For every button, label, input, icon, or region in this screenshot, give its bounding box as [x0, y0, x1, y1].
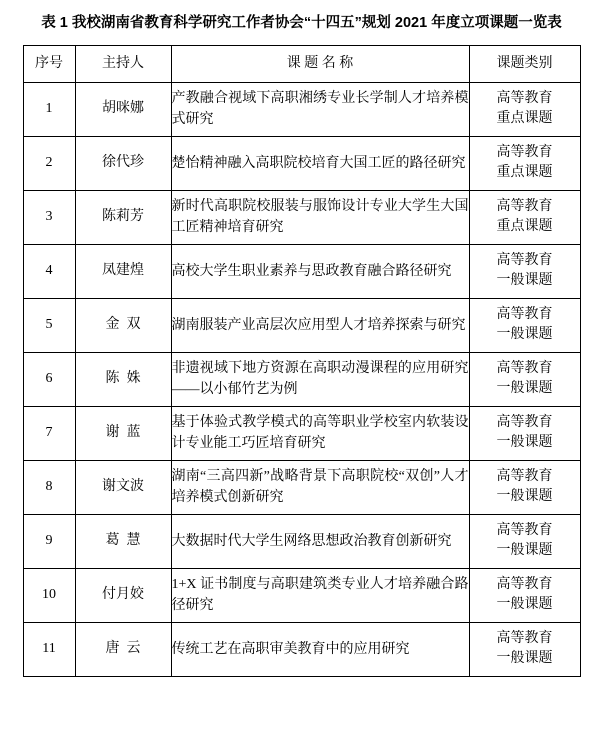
cell-no: 11 — [23, 622, 75, 676]
table-row — [23, 136, 580, 190]
cell-title-text: 大数据时代大学生网络思想政治教育创新研究 — [171, 533, 452, 549]
cell-host — [75, 568, 171, 622]
cell-no: 10 — [23, 568, 75, 622]
cell-title — [171, 298, 469, 352]
cell-host-text: 凤建煌 — [102, 263, 144, 279]
table-header-row — [23, 45, 580, 82]
cell-no: 7 — [23, 406, 75, 460]
cell-host — [75, 352, 171, 406]
cell-no: 4 — [23, 244, 75, 298]
table-row — [23, 622, 580, 676]
cell-type-line1: 高等教育 — [496, 415, 553, 431]
cell-title — [171, 568, 469, 622]
cell-type — [469, 514, 580, 568]
cell-no: 5 — [23, 298, 75, 352]
cell-type — [469, 622, 580, 676]
cell-host — [75, 460, 171, 514]
cell-host-text: 葛 慧 — [105, 533, 141, 549]
cell-title-text: 非遗视域下地方资源在高职动漫课程的应用研究——以小郁竹艺为例 — [171, 361, 469, 398]
cell-type-line2: 一般课题 — [496, 327, 553, 343]
cell-type — [469, 406, 580, 460]
cell-host — [75, 82, 171, 136]
table-header — [23, 45, 580, 82]
cell-no: 6 — [23, 352, 75, 406]
cell-type-line2: 一般课题 — [496, 543, 553, 559]
cell-host — [75, 244, 171, 298]
cell-no: 3 — [23, 190, 75, 244]
cell-type-line1: 高等教育 — [496, 631, 553, 647]
column-header-type — [469, 45, 580, 82]
cell-type-line2: 一般课题 — [496, 273, 553, 289]
cell-type-line1: 高等教育 — [496, 145, 553, 161]
cell-host-text: 徐代珍 — [102, 155, 144, 171]
cell-host — [75, 406, 171, 460]
cell-title — [171, 244, 469, 298]
cell-title — [171, 352, 469, 406]
cell-type-line2: 重点课题 — [496, 219, 553, 235]
page-title: 表 1 我校湖南省教育科学研究工作者协会“十四五”规划 2021 年度立项课题一览表 — [41, 15, 562, 31]
cell-type-line1: 高等教育 — [496, 307, 553, 323]
cell-title — [171, 622, 469, 676]
cell-type-line2: 一般课题 — [496, 597, 553, 613]
cell-host — [75, 136, 171, 190]
cell-title — [171, 136, 469, 190]
cell-title-text: 新时代高职院校服装与服饰设计专业大学生大国工匠精神培育研究 — [171, 199, 469, 236]
table-row — [23, 82, 580, 136]
cell-no: 9 — [23, 514, 75, 568]
cell-type-line1: 高等教育 — [496, 361, 553, 377]
cell-type-line2: 一般课题 — [496, 381, 553, 397]
project-table — [23, 45, 581, 677]
cell-title — [171, 82, 469, 136]
table-row — [23, 352, 580, 406]
cell-type — [469, 82, 580, 136]
cell-title-text: 湖南“三高四新”战略背景下高职院校“双创”人才培养模式创新研究 — [171, 469, 469, 506]
cell-host-text: 谢 蓝 — [105, 425, 141, 441]
column-header-title — [171, 45, 469, 82]
cell-type — [469, 568, 580, 622]
cell-type-line1: 高等教育 — [496, 577, 553, 593]
cell-title — [171, 460, 469, 514]
cell-no: 8 — [23, 460, 75, 514]
cell-title-text: 楚怡精神融入高职院校培育大国工匠的路径研究 — [171, 155, 466, 171]
cell-type — [469, 244, 580, 298]
cell-type — [469, 190, 580, 244]
cell-title-text: 湖南服装产业高层次应用型人才培养探索与研究 — [171, 317, 466, 333]
cell-type-line2: 一般课题 — [496, 489, 553, 505]
cell-type-line1: 高等教育 — [496, 523, 553, 539]
table-row — [23, 244, 580, 298]
cell-host-text: 胡咪娜 — [102, 101, 144, 117]
cell-type-line1: 高等教育 — [496, 199, 553, 215]
column-header-no-label: 序号 — [35, 55, 63, 71]
cell-host-text: 唐 云 — [105, 641, 141, 657]
cell-host-text: 金 双 — [105, 317, 141, 333]
cell-host-text: 陈 姝 — [105, 371, 141, 387]
cell-host — [75, 190, 171, 244]
table-row — [23, 406, 580, 460]
cell-type — [469, 352, 580, 406]
cell-title-text: 产教融合视域下高职湘绣专业长学制人才培养模式研究 — [171, 91, 469, 128]
cell-host-text: 付月姣 — [102, 587, 144, 603]
column-header-title-label: 课 题 名 称 — [286, 55, 354, 71]
cell-title-text: 1+X 证书制度与高职建筑类专业人才培养融合路径研究 — [171, 577, 469, 614]
table-row — [23, 460, 580, 514]
table-row — [23, 298, 580, 352]
cell-type — [469, 460, 580, 514]
cell-host-text: 陈莉芳 — [102, 209, 144, 225]
cell-type-line1: 高等教育 — [496, 253, 553, 269]
cell-host — [75, 514, 171, 568]
cell-title — [171, 514, 469, 568]
cell-title-text: 传统工艺在高职审美教育中的应用研究 — [171, 641, 410, 657]
cell-title — [171, 190, 469, 244]
cell-type-line2: 重点课题 — [496, 111, 553, 127]
table-row — [23, 568, 580, 622]
table-row — [23, 190, 580, 244]
cell-type — [469, 298, 580, 352]
cell-title — [171, 406, 469, 460]
cell-title-text: 高校大学生职业素养与思政教育融合路径研究 — [171, 263, 452, 279]
cell-no: 1 — [23, 82, 75, 136]
cell-type-line1: 高等教育 — [496, 469, 553, 485]
column-header-no — [23, 45, 75, 82]
table-body — [23, 82, 580, 676]
cell-title-text: 基于体验式教学模式的高等职业学校室内软装设计专业能工巧匠培育研究 — [171, 415, 469, 452]
cell-no: 2 — [23, 136, 75, 190]
cell-type-line2: 一般课题 — [496, 651, 553, 667]
cell-type-line2: 一般课题 — [496, 435, 553, 451]
column-header-host-label: 主持人 — [102, 55, 144, 71]
cell-host-text: 谢文波 — [102, 479, 144, 495]
table-row — [23, 514, 580, 568]
column-header-host — [75, 45, 171, 82]
cell-host — [75, 622, 171, 676]
cell-host — [75, 298, 171, 352]
column-header-type-label: 课题类别 — [496, 55, 553, 71]
cell-type — [469, 136, 580, 190]
cell-type-line2: 重点课题 — [496, 165, 553, 181]
cell-type-line1: 高等教育 — [496, 91, 553, 107]
